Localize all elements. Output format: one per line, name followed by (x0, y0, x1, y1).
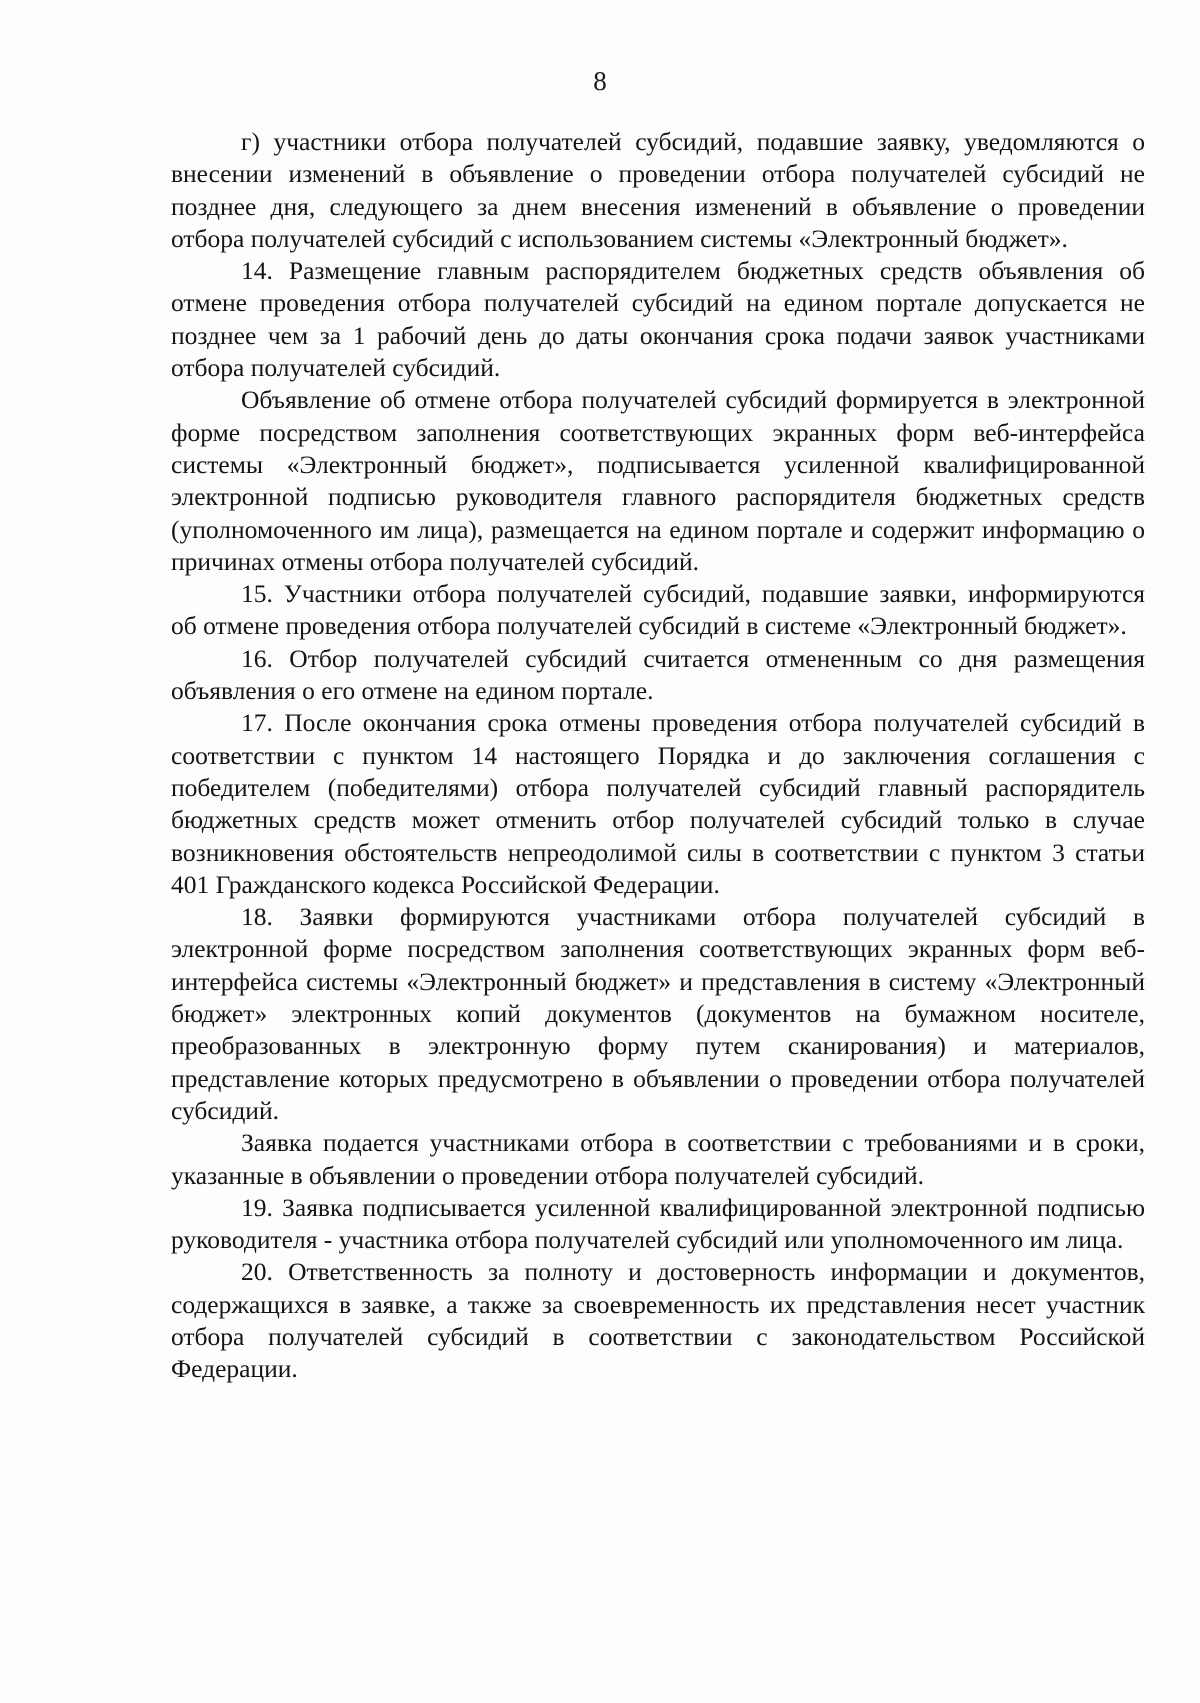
paragraph-15: 15. Участники отбора получателей субсидий, подавшие заявки, информируются об отмене проведения отбора получателей субсидий в системе «Электронный бюджет». (171, 579, 1145, 641)
page-number: 8 (593, 66, 607, 96)
paragraph-g-notification: г) участники отбора получателей субсидий, подавшие заявку, уведомляются о внесении изменений в объявление о проведении отбора получателей субсидий не позднее дня, следующего за днем внесения изменений в объявление о проведении отбора получателей субсидий с использованием системы «Электронный бюджет». (171, 127, 1145, 253)
paragraph-application-submission: Заявка подается участниками отбора в соответствии с требованиями и в сроки, указанные в объявлении о проведении отбора получателей субсидий. (171, 1128, 1145, 1190)
paragraph-14: 14. Размещение главным распорядителем бюджетных средств объявления об отмене проведения отбора получателей субсидий на едином портале допускается не позднее чем за 1 рабочий день до даты окончания срока подачи заявок участниками отбора получателей субсидий. (171, 256, 1145, 383)
paragraph-18: 18. Заявки формируются участниками отбора получателей субсидий в электронной форме посредством заполнения соответствующих экранных форм веб-интерфейса системы «Электронный бюджет» и представления в систему «Электронный бюджет» электронных копий документов (документов на бумажном носителе, преобразованных в электронную форму путем сканирования) и материалов, представление которых предусмотрено в объявлении о проведении отбора получателей субсидий. (171, 902, 1145, 1125)
paragraph-19: 19. Заявка подписывается усиленной квалифицированной электронной подписью руководителя - участника отбора получателей субсидий или уполномоченного им лица. (171, 1192, 1145, 1255)
paragraph-20: 20. Ответственность за полноту и достоверность информации и документов, содержащихся в заявке, а также за своевременность их представления несет участник отбора получателей субсидий в соответствии с законодательством Российской Федерации. (171, 1257, 1145, 1384)
document-body (171, 126, 1145, 1386)
paragraph-cancellation-announcement: Объявление об отмене отбора получателей субсидий формируется в электронной форме посредством заполнения соответствующих экранных форм веб-интерфейса системы «Электронный бюджет», подписывается усиленной квалифицированной электронной подписью руководителя главного распорядителя бюджетных средств (уполномоченного им лица), размещается на едином портале и содержит информацию о причинах отмены отбора получателей субсидий. (171, 385, 1145, 576)
paragraph-17: 17. После окончания срока отмены проведения отбора получателей субсидий в соответствии с пунктом 14 настоящего Порядка и до заключения соглашения с победителем (победителями) отбора получателей субсидий главный распорядитель бюджетных средств может отменить отбор получателей субсидий только в случае возникновения обстоятельств непреодолимой силы в соответствии с пунктом 3 статьи 401 Гражданского кодекса Российской Федерации. (171, 708, 1145, 899)
paragraph-16: 16. Отбор получателей субсидий считается отмененным со дня размещения объявления о его отмене на едином портале. (171, 643, 1145, 706)
